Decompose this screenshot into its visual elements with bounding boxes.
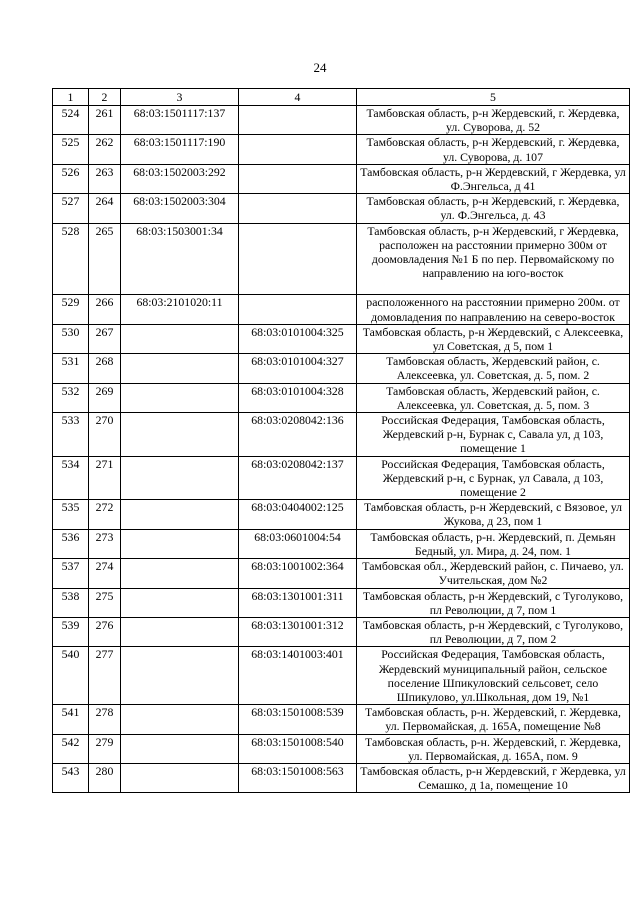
address-cell: Тамбовская область, р-н Жердевский, г Жердевка, ул Семашко, д 1а, помещение 10: [357, 763, 630, 792]
address-cell: Российская Федерация, Тамбовская область, Жердевский муниципальный район, сельское поселение Шпикуловский сельсовет, село Шпикулово, ул.Школьная, дом 19, №1: [357, 647, 630, 705]
row-number: 525: [53, 135, 89, 164]
address-cell: Российская Федерация, Тамбовская область, Жердевский р-н, Бурнак с, Савала ул, д 103, помещение 1: [357, 413, 630, 457]
column-header-1: 1: [53, 89, 89, 106]
row-number: 530: [53, 324, 89, 353]
address-cell: Тамбовская область, р-н Жердевский, г. Жердевка, ул. Ф.Энгельса, д. 43: [357, 194, 630, 223]
row-sub-number: 262: [89, 135, 121, 164]
cadastral-number-col3: [121, 324, 239, 353]
row-number: 532: [53, 383, 89, 412]
cadastral-number-col4: 68:03:0101004:325: [239, 324, 357, 353]
cadastral-number-col3: [121, 647, 239, 705]
table-row: [53, 559, 630, 588]
row-sub-number: 267: [89, 324, 121, 353]
cadastral-number-col3: [121, 500, 239, 529]
row-sub-number: 272: [89, 500, 121, 529]
row-sub-number: 280: [89, 763, 121, 792]
table-row: [53, 617, 630, 646]
row-number: 542: [53, 734, 89, 763]
column-header-2: 2: [89, 89, 121, 106]
address-cell: Тамбовская область, р-н Жердевский, г. Жердевка, ул. Суворова, д. 52: [357, 106, 630, 135]
column-header-3: 3: [121, 89, 239, 106]
address-cell: Тамбовская область, р-н Жердевский, г Жердевка, ул Ф.Энгельса, д 41: [357, 164, 630, 193]
header-row: [53, 89, 630, 106]
row-sub-number: 276: [89, 617, 121, 646]
address-cell: Тамбовская область, р-н Жердевский, г Жердевка, расположен на расстоянии примерно 300м от доомовладения №1 Б по пер. Первомайскому по направлению на юго-восток: [357, 223, 630, 295]
table-body: [53, 106, 630, 793]
row-number: 543: [53, 763, 89, 792]
address-cell: Тамбовская область, р-н Жердевский, с Вязовое, ул Жукова, д 23, пом 1: [357, 500, 630, 529]
row-number: 524: [53, 106, 89, 135]
row-sub-number: 270: [89, 413, 121, 457]
table-row: [53, 500, 630, 529]
cadastral-number-col4: 68:03:1401003:401: [239, 647, 357, 705]
row-number: 541: [53, 705, 89, 734]
table-row: [53, 383, 630, 412]
row-sub-number: 277: [89, 647, 121, 705]
cadastral-number-col3: [121, 354, 239, 383]
address-cell: Тамбовская область, р-н. Жердевский, г. Жердевка, ул. Первомайская, д. 165А, пом. 9: [357, 734, 630, 763]
address-cell: расположенного на расстоянии примерно 200м. от домовладения по направлению на северо-восток: [357, 295, 630, 324]
row-number: 527: [53, 194, 89, 223]
cadastral-number-col3: [121, 529, 239, 558]
address-cell: Тамбовская область, р-н. Жердевский, п. Демьян Бедный, ул. Мира, д. 24, пом. 1: [357, 529, 630, 558]
cadastral-number-col3: 68:03:1502003:292: [121, 164, 239, 193]
row-sub-number: 261: [89, 106, 121, 135]
cadastral-number-col4: 68:03:1501008:563: [239, 763, 357, 792]
row-number: 536: [53, 529, 89, 558]
cadastral-number-col3: [121, 617, 239, 646]
cadastral-number-col4: 68:03:0101004:327: [239, 354, 357, 383]
cadastral-number-col3: 68:03:2101020:11: [121, 295, 239, 324]
cadastral-number-col4: 68:03:1501008:540: [239, 734, 357, 763]
row-sub-number: 278: [89, 705, 121, 734]
page-number: 24: [313, 60, 327, 75]
row-sub-number: 263: [89, 164, 121, 193]
row-number: 528: [53, 223, 89, 295]
row-number: 537: [53, 559, 89, 588]
cadastral-number-col4: 68:03:0404002:125: [239, 500, 357, 529]
cadastral-number-col4: [239, 295, 357, 324]
table-row: [53, 223, 630, 295]
row-sub-number: 273: [89, 529, 121, 558]
cadastral-number-col4: [239, 194, 357, 223]
cadastral-number-col3: 68:03:1501117:137: [121, 106, 239, 135]
address-cell: Тамбовская обл., Жердевский район, с. Пичаево, ул. Учительская, дом №2: [357, 559, 630, 588]
row-sub-number: 279: [89, 734, 121, 763]
cadastral-number-col4: 68:03:1501008:539: [239, 705, 357, 734]
table-row: [53, 734, 630, 763]
address-cell: Тамбовская область, р-н Жердевский, с Алексеевка, ул Советская, д 5, пом 1: [357, 324, 630, 353]
address-cell: Тамбовская область, р-н. Жердевский, г. Жердевка, ул. Первомайская, д. 165А, помещение №8: [357, 705, 630, 734]
table-row: [53, 456, 630, 500]
cadastral-number-col3: [121, 456, 239, 500]
table-row: [53, 588, 630, 617]
cadastral-number-col4: [239, 106, 357, 135]
cadastral-number-col3: [121, 763, 239, 792]
table-row: [53, 164, 630, 193]
row-sub-number: 265: [89, 223, 121, 295]
cadastral-number-col4: 68:03:0101004:328: [239, 383, 357, 412]
cadastral-number-col4: 68:03:1001002:364: [239, 559, 357, 588]
row-number: 535: [53, 500, 89, 529]
cadastral-number-col4: [239, 135, 357, 164]
table-row: [53, 295, 630, 324]
cadastral-number-col3: [121, 413, 239, 457]
cadastral-number-col4: 68:03:0208042:136: [239, 413, 357, 457]
address-cell: Тамбовская область, р-н Жердевский, с Туголуково, пл Революции, д 7, пом 2: [357, 617, 630, 646]
row-sub-number: 268: [89, 354, 121, 383]
cadastral-number-col4: 68:03:1301001:312: [239, 617, 357, 646]
cadastral-number-col3: 68:03:1501117:190: [121, 135, 239, 164]
table-row: [53, 529, 630, 558]
cadastral-number-col3: 68:03:1503001:34: [121, 223, 239, 295]
table-row: [53, 413, 630, 457]
row-number: 529: [53, 295, 89, 324]
table-row: [53, 324, 630, 353]
address-cell: Тамбовская область, Жердевский район, с. Алексеевка, ул. Советская, д. 5, пом. 3: [357, 383, 630, 412]
row-sub-number: 266: [89, 295, 121, 324]
column-header-4: 4: [239, 89, 357, 106]
table-row: [53, 647, 630, 705]
cadastral-number-col4: [239, 223, 357, 295]
registry-table: [52, 88, 630, 793]
address-cell: Российская Федерация, Тамбовская область, Жердевский р-н, с Бурнак, ул Савала, д 103, помещение 2: [357, 456, 630, 500]
address-cell: Тамбовская область, Жердевский район, с. Алексеевка, ул. Советская, д. 5, пом. 2: [357, 354, 630, 383]
row-sub-number: 264: [89, 194, 121, 223]
row-sub-number: 275: [89, 588, 121, 617]
table-row: [53, 705, 630, 734]
cadastral-number-col3: [121, 705, 239, 734]
table-row: [53, 194, 630, 223]
table-header: [53, 89, 630, 106]
table-row: [53, 763, 630, 792]
row-number: 531: [53, 354, 89, 383]
address-cell: Тамбовская область, р-н Жердевский, г. Жердевка, ул. Суворова, д. 107: [357, 135, 630, 164]
cadastral-number-col3: [121, 559, 239, 588]
row-number: 538: [53, 588, 89, 617]
cadastral-number-col4: 68:03:1301001:311: [239, 588, 357, 617]
address-cell: Тамбовская область, р-н Жердевский, с Туголуково, пл Революции, д 7, пом 1: [357, 588, 630, 617]
row-number: 540: [53, 647, 89, 705]
cadastral-number-col3: 68:03:1502003:304: [121, 194, 239, 223]
row-sub-number: 271: [89, 456, 121, 500]
column-header-5: 5: [357, 89, 630, 106]
cadastral-number-col3: [121, 734, 239, 763]
cadastral-number-col3: [121, 383, 239, 412]
row-sub-number: 269: [89, 383, 121, 412]
table-row: [53, 106, 630, 135]
cadastral-number-col4: [239, 164, 357, 193]
row-number: 539: [53, 617, 89, 646]
table-row: [53, 135, 630, 164]
row-number: 526: [53, 164, 89, 193]
cadastral-number-col3: [121, 588, 239, 617]
row-number: 533: [53, 413, 89, 457]
cadastral-number-col4: 68:03:0601004:54: [239, 529, 357, 558]
row-sub-number: 274: [89, 559, 121, 588]
row-number: 534: [53, 456, 89, 500]
table-row: [53, 354, 630, 383]
cadastral-number-col4: 68:03:0208042:137: [239, 456, 357, 500]
